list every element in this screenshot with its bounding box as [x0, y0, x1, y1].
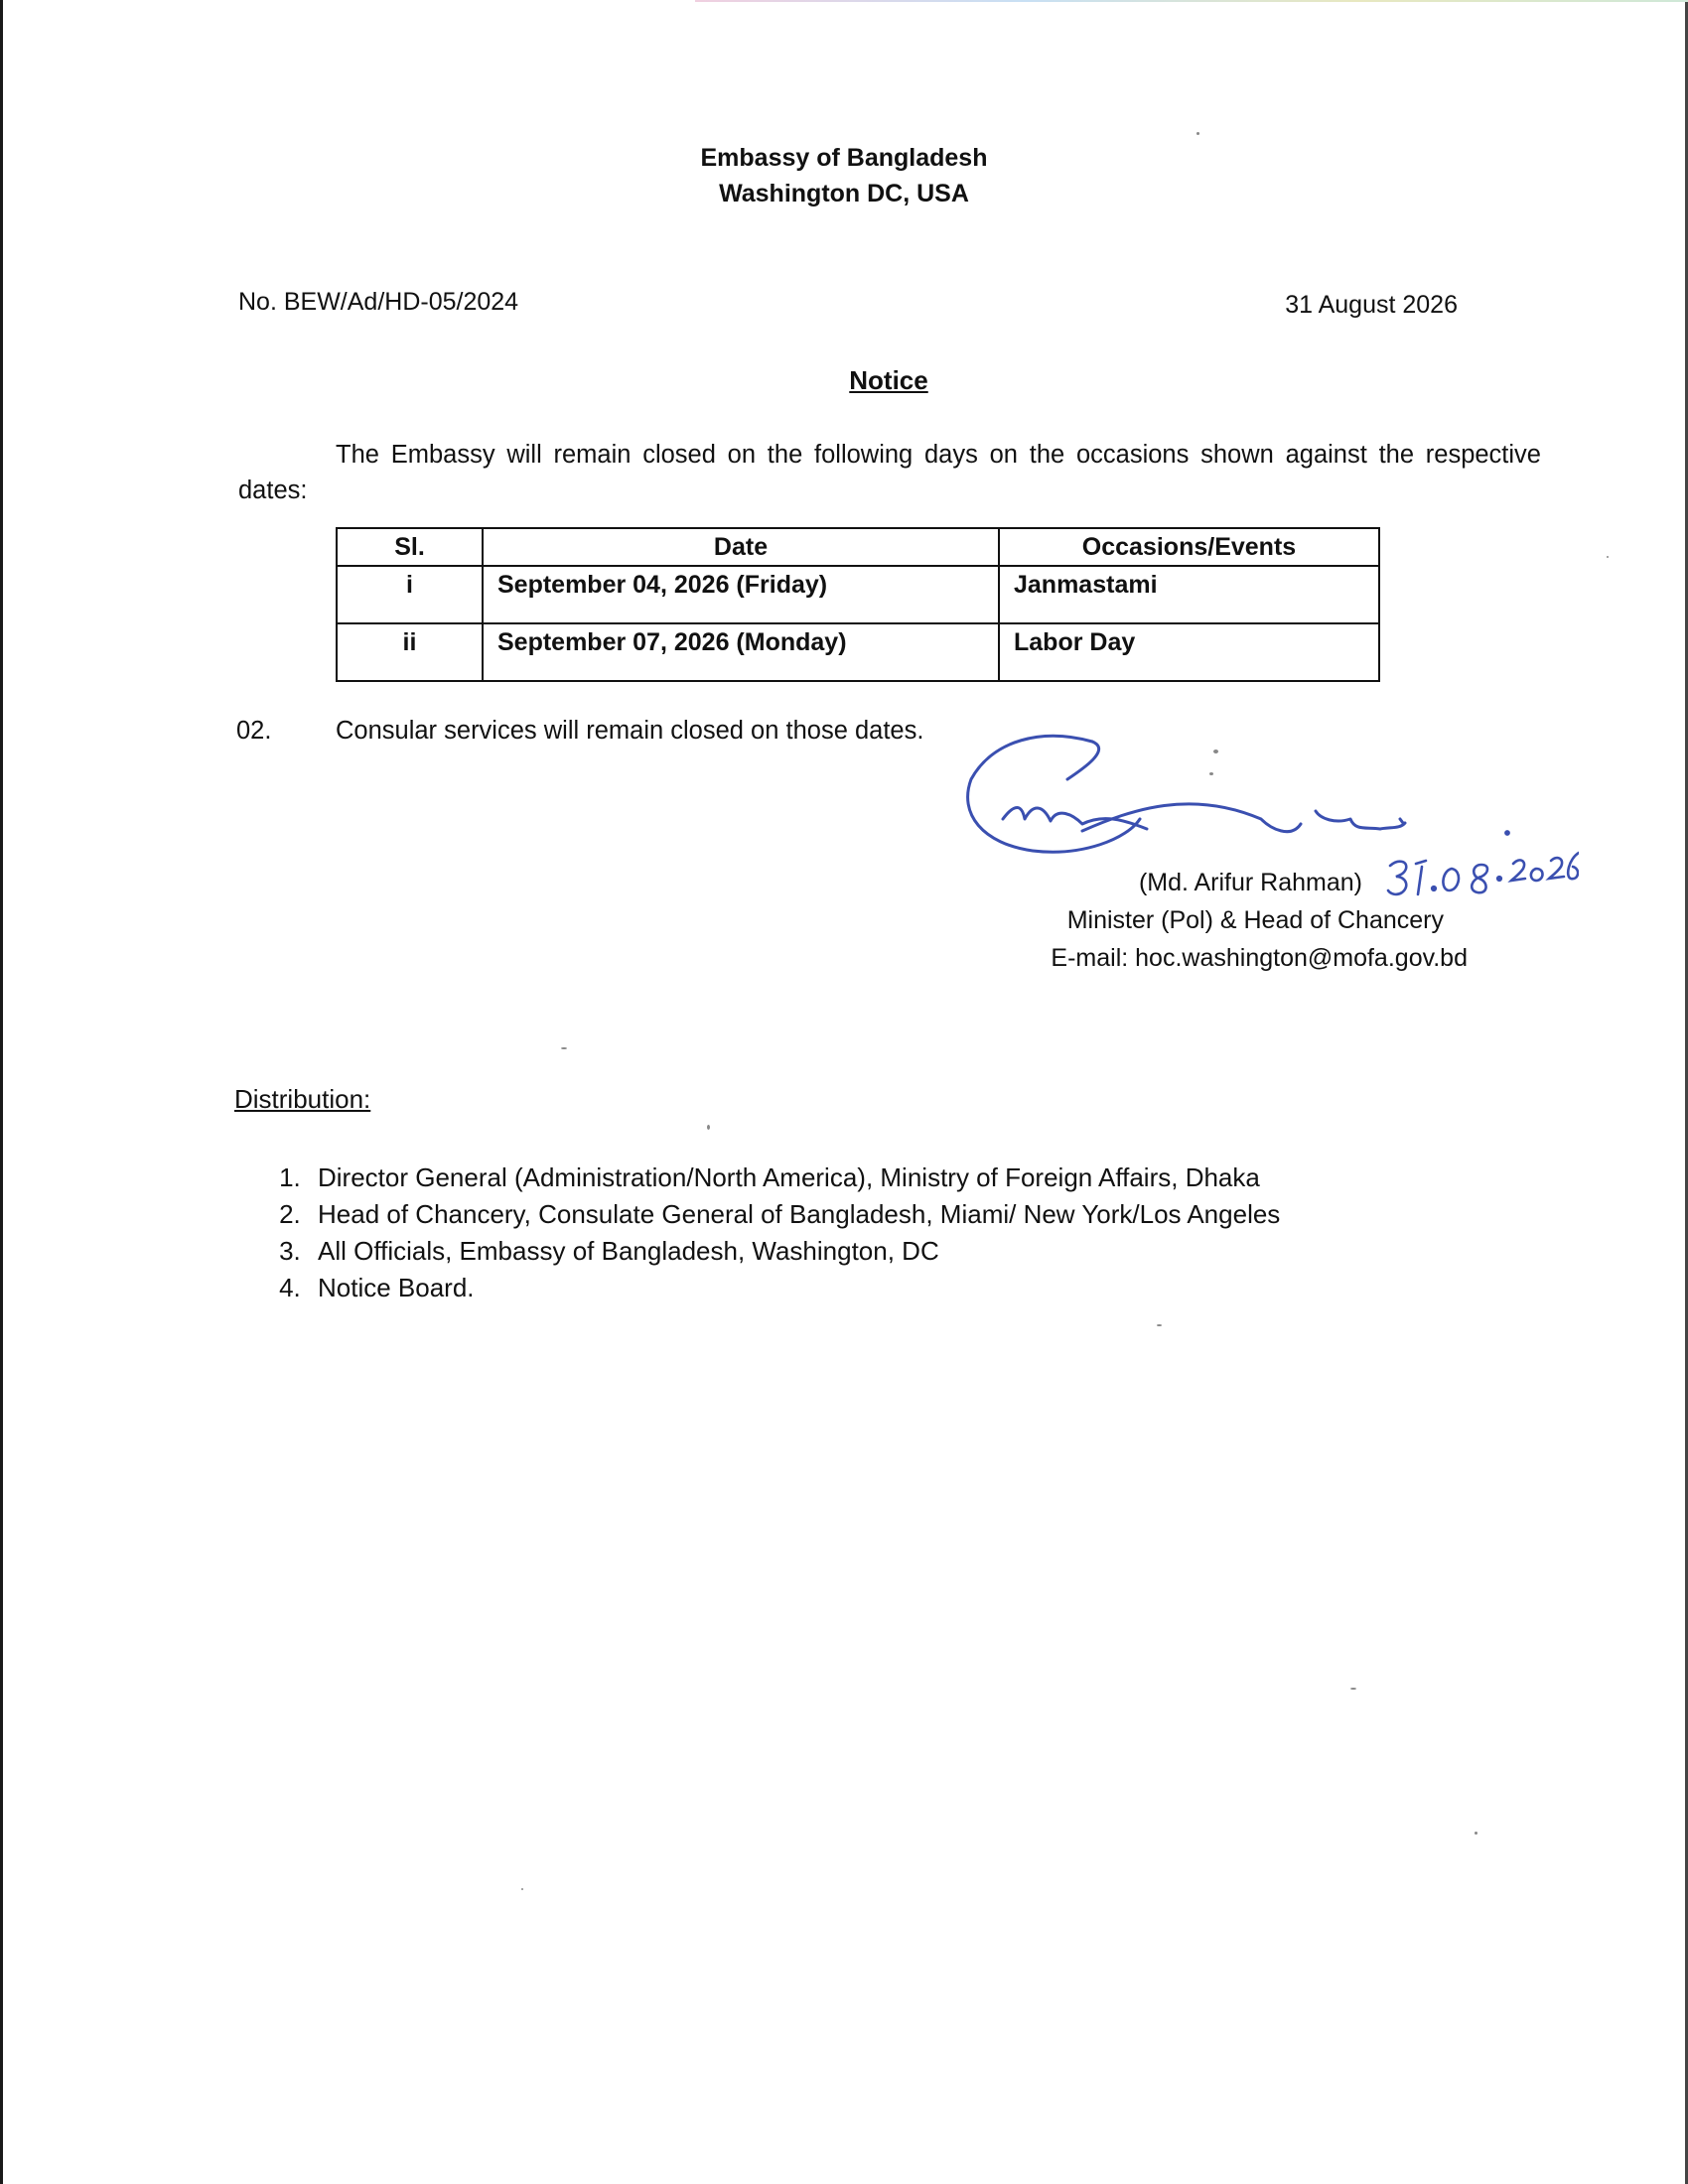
scan-speck [521, 1888, 523, 1890]
scan-speck [1607, 556, 1609, 558]
scan-speck [1196, 132, 1199, 135]
column-header-sl: Sl. [337, 528, 483, 566]
paragraph-2 [236, 717, 923, 746]
paragraph-text: Consular services will remain closed on those dates. [336, 717, 924, 745]
list-item: 2. Head of Chancery, Consulate General of Bangladesh, Miami/ New York/Los Angeles [308, 1196, 1280, 1233]
cell-date: September 04, 2026 (Friday) [483, 566, 999, 623]
scan-speck [561, 1047, 567, 1049]
table-row [337, 623, 1379, 681]
cell-occasion: Janmastami [999, 566, 1379, 623]
scan-speck [1350, 1688, 1356, 1690]
list-item: 3. All Officials, Embassy of Bangladesh, Washington, DC [308, 1233, 1280, 1270]
notice-title: Notice [849, 365, 928, 395]
reference-number: No. BEW/Ad/HD-05/2024 [238, 288, 519, 316]
list-item: 4. Notice Board. [308, 1270, 1280, 1306]
cell-date: September 07, 2026 (Monday) [483, 623, 999, 681]
scan-speck [1475, 1832, 1477, 1835]
list-item: 1. Director General (Administration/North America), Ministry of Foreign Affairs, Dhaka [308, 1160, 1280, 1196]
paragraph-number: 02. [236, 717, 272, 745]
cell-sl: ii [337, 623, 483, 681]
letterhead-line-1: Embassy of Bangladesh [700, 144, 988, 172]
table-header-row [337, 528, 1379, 566]
column-header-date: Date [483, 528, 999, 566]
scan-speck [707, 1125, 710, 1130]
scan-border-left [0, 0, 3, 2184]
distribution-list [254, 1160, 1280, 1306]
signatory-name: (Md. Arifur Rahman) [1138, 869, 1362, 896]
cell-sl: i [337, 566, 483, 623]
notice-intro: The Embassy will remain closed on the following days on the occasions shown against the respective dates: [238, 441, 1541, 504]
document-date: 31 August 2026 [1285, 291, 1458, 319]
table-row [337, 566, 1379, 623]
holiday-table [336, 527, 1380, 682]
signatory-email: E-mail: hoc.washington@mofa.gov.bd [1051, 944, 1468, 972]
scan-artifact-top [695, 0, 1688, 2]
signatory-title: Minister (Pol) & Head of Chancery [1066, 906, 1444, 934]
distribution-title: Distribution: [234, 1084, 371, 1114]
scan-speck [1213, 750, 1218, 753]
letterhead-line-2: Washington DC, USA [719, 180, 969, 207]
cell-occasion: Labor Day [999, 623, 1379, 681]
scan-speck [1209, 772, 1213, 775]
column-header-occasion: Occasions/Events [999, 528, 1379, 566]
scan-speck [1157, 1324, 1162, 1326]
